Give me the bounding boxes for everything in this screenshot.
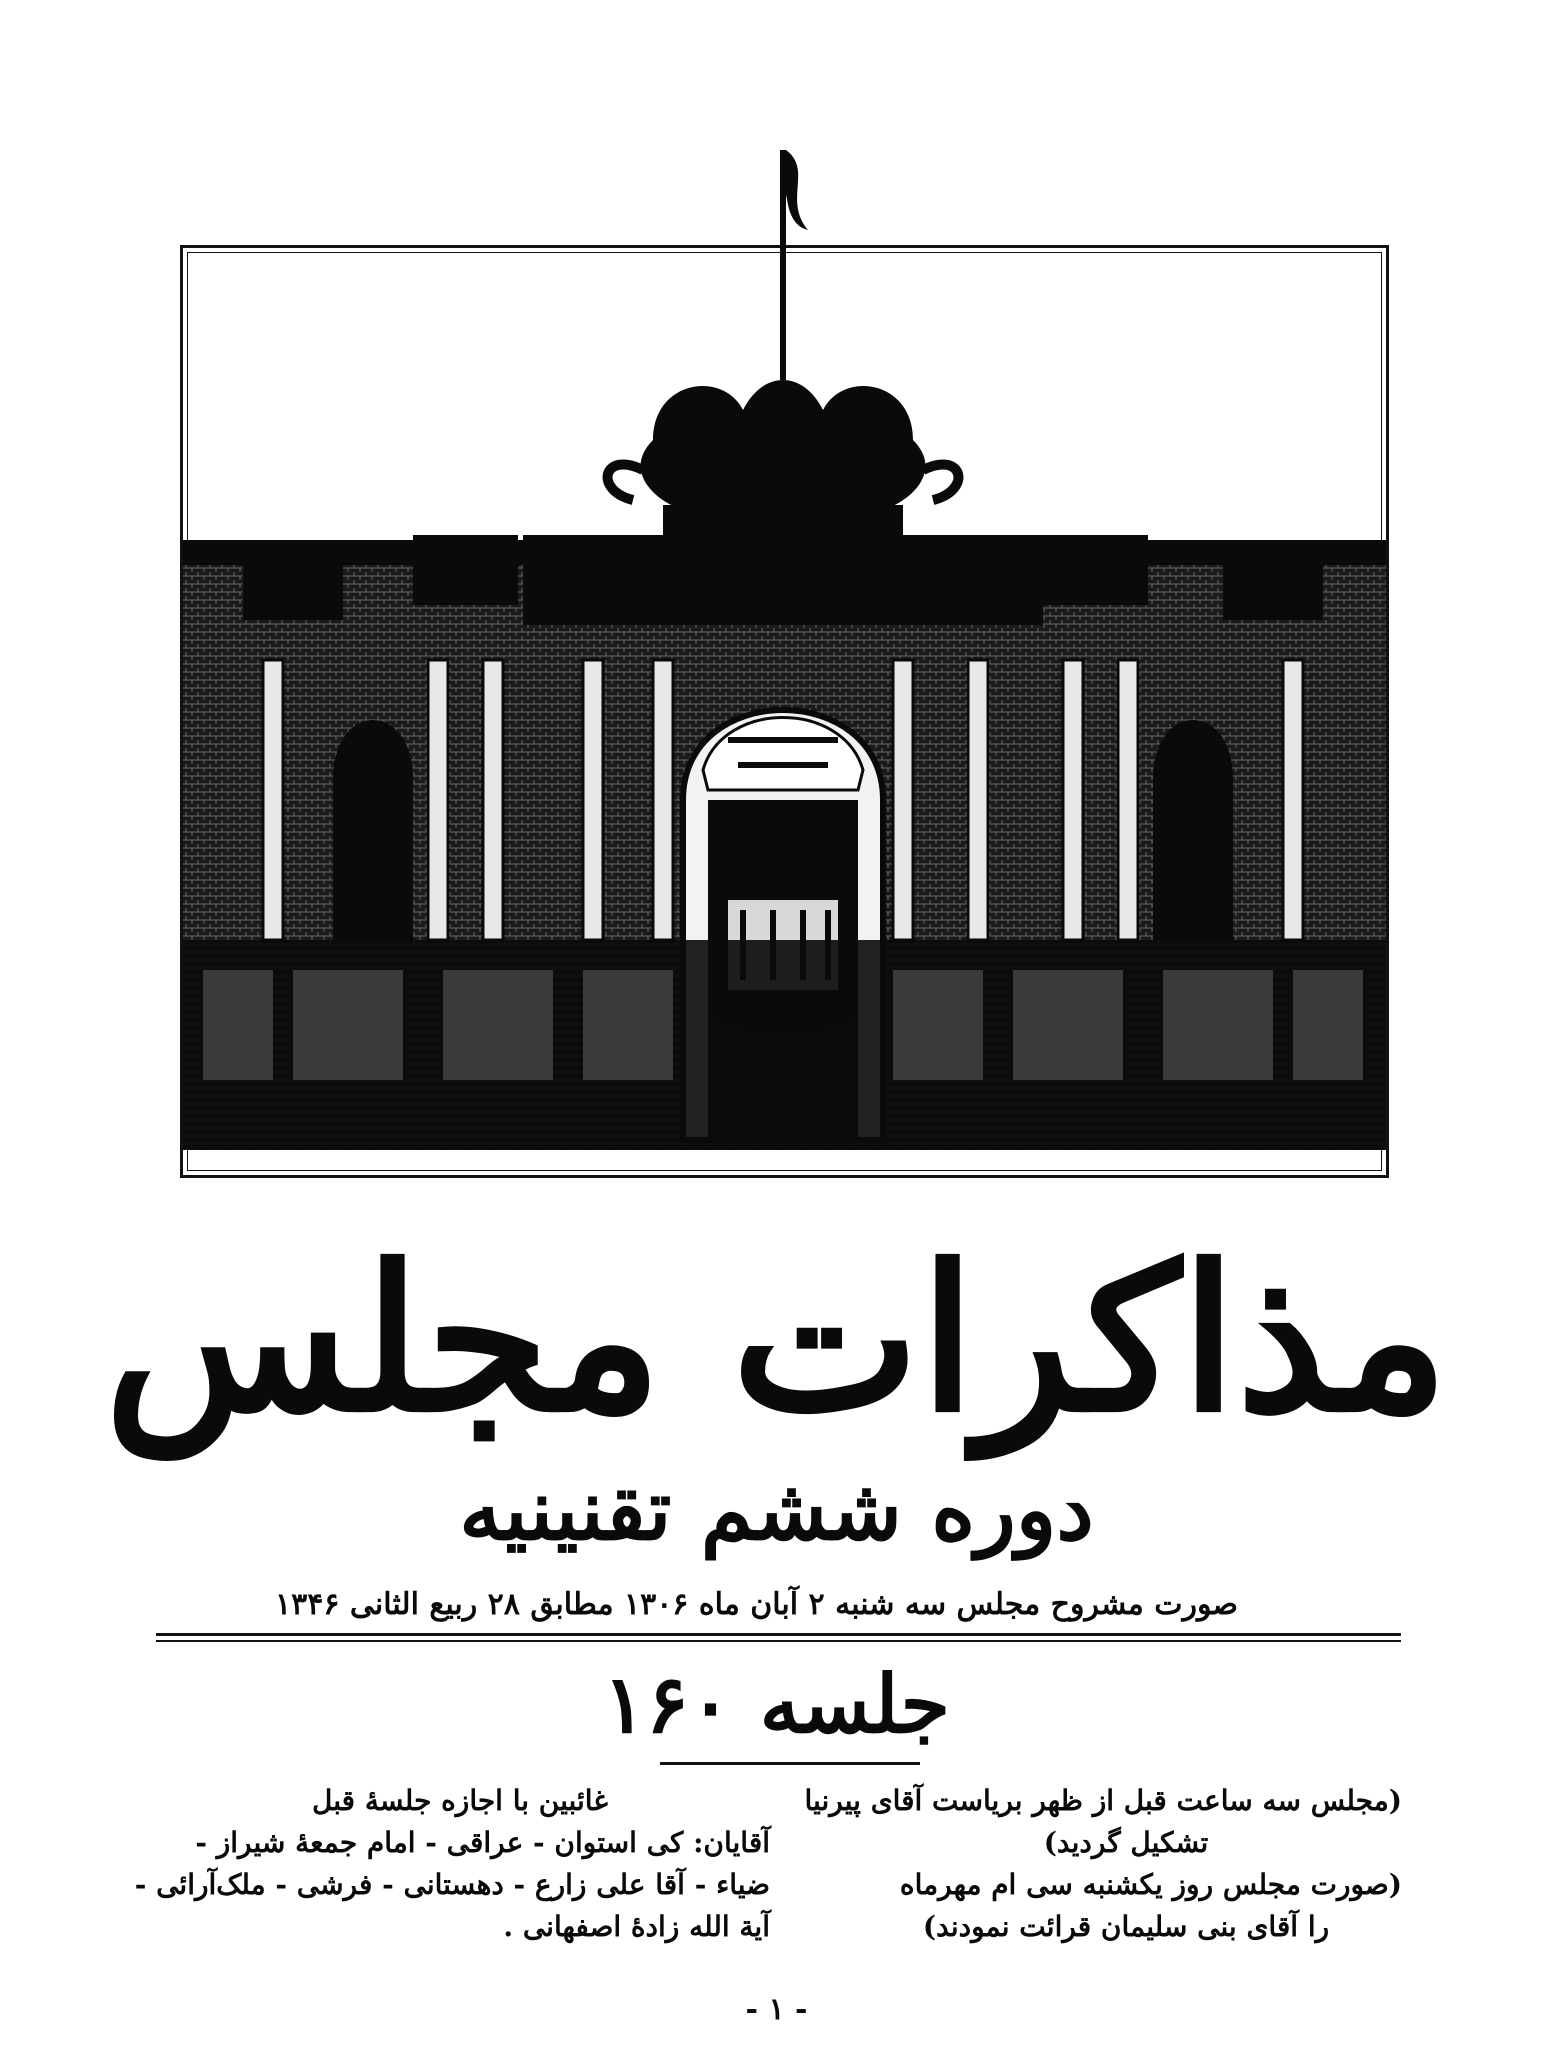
column-line: تشکیل گردید)	[1043, 1826, 1209, 1859]
session-underline	[660, 1762, 920, 1765]
session-opening-column	[804, 1780, 1402, 1980]
right-niche	[1153, 720, 1233, 940]
left-niche	[333, 720, 413, 940]
crown-emblem	[608, 380, 959, 535]
column-line: آیة الله زادهٔ اصفهانی .	[503, 1910, 770, 1943]
column-line: آقایان: کی استوان - عراقی - امام جمعهٔ شیراز -	[195, 1826, 770, 1859]
column-line: (مجلس سه ساعت قبل از ظهر بریاست آقای پیرنیا	[804, 1784, 1402, 1817]
flag	[786, 150, 808, 230]
absentees-column	[134, 1780, 770, 1980]
column-line: ضیاء - آقا علی زارع - دهستانی - فرشی - ملک‌آرائی -	[134, 1868, 770, 1901]
divider-rule-thin	[156, 1640, 1401, 1642]
divider-rule	[156, 1633, 1401, 1636]
column-line: (صورت مجلس روز یکشنبه سی ام مهرماه	[899, 1868, 1402, 1901]
majlis-building-illustration	[183, 140, 1386, 1175]
absentees-heading: غائبین با اجازه جلسهٔ قبل	[312, 1784, 608, 1817]
flag-pole	[780, 150, 786, 380]
column-line: را آقای بنی سلیمان قرائت نمودند)	[922, 1910, 1330, 1943]
session-record-line: صورت مشروح مجلس سه شنبه ۲ آبان ماه ۱۳۰۶ مطابق ۲۸ ربیع الثانی ۱۳۴۶	[274, 1587, 1238, 1622]
page-number: - ۱ -	[745, 1992, 808, 2027]
publication-subtitle: دوره ششم تقنینیه	[459, 1460, 1094, 1559]
session-number: جلسه ۱۶۰	[603, 1657, 950, 1751]
publication-title: مذاکرات مجلس	[104, 1222, 1449, 1457]
